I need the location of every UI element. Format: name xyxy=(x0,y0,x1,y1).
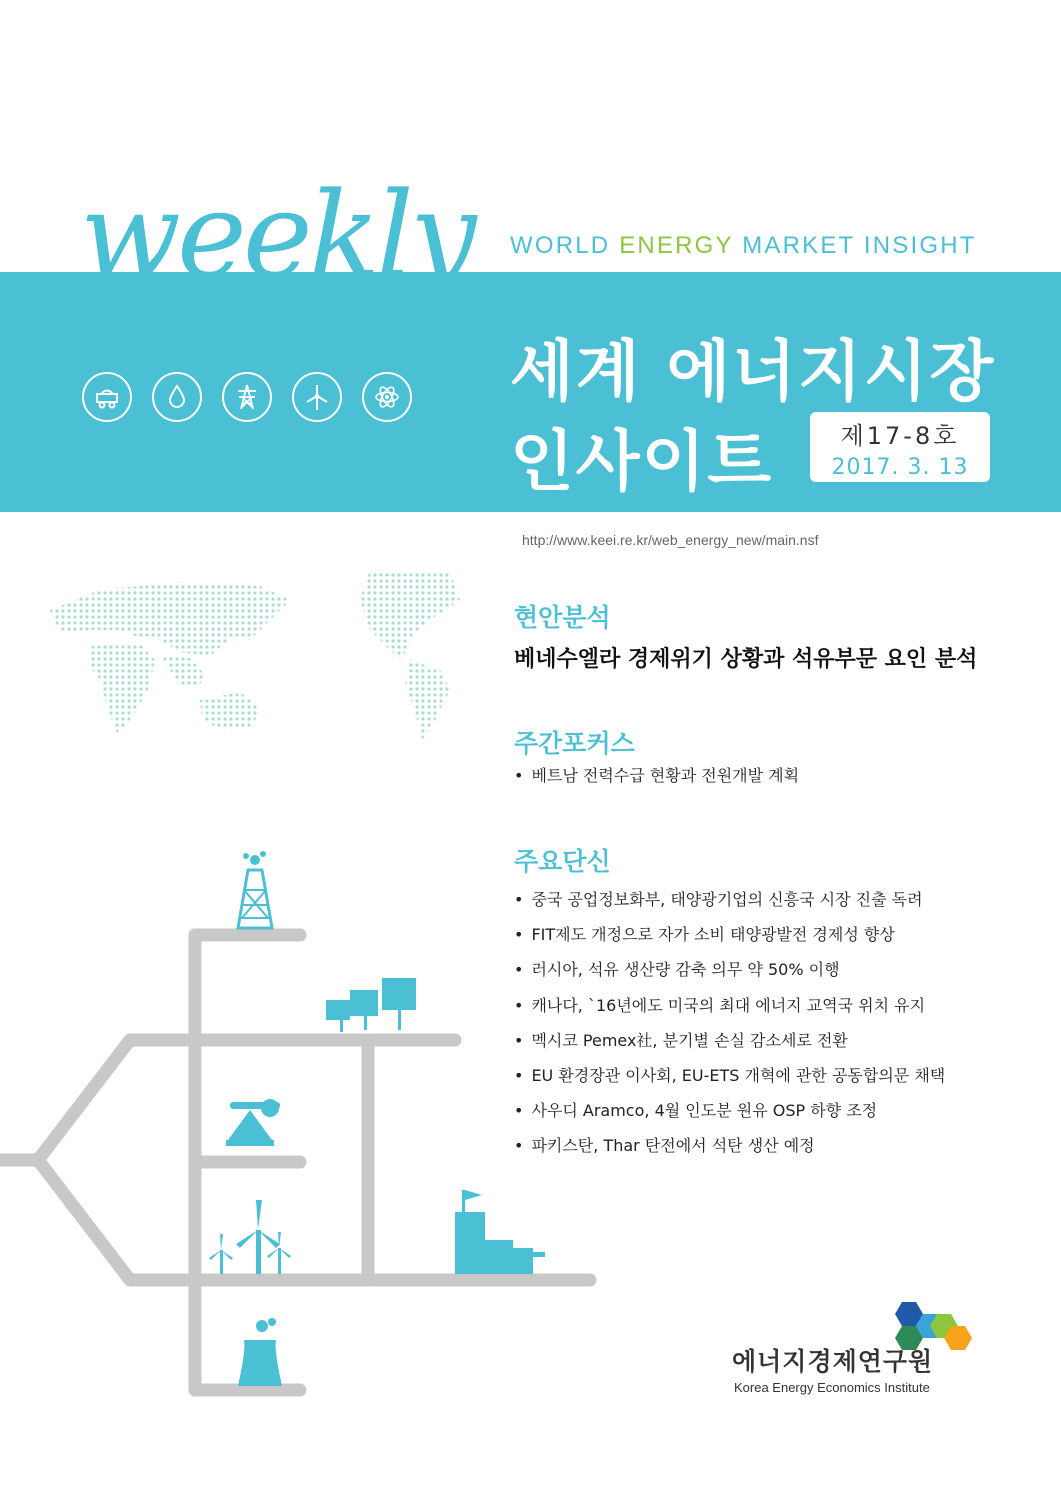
logo-name-en: Korea Energy Economics Institute xyxy=(734,1380,930,1395)
title-line-1: 세계 에너지시장 xyxy=(510,333,996,410)
title-line-2: 인사이트 xyxy=(510,423,774,500)
publication-subtitle xyxy=(510,232,977,260)
list-item[interactable]: • 사우디 Aramco, 4월 인도분 원유 OSP 하향 조정 xyxy=(514,1101,945,1136)
keei-logo xyxy=(732,1296,992,1406)
logo-name-kr: 에너지경제연구원 xyxy=(732,1347,934,1376)
list-item[interactable]: • FIT제도 개정으로 자가 소비 태양광발전 경제성 향상 xyxy=(514,925,945,960)
list-item[interactable]: • 러시아, 석유 생산량 감축 의무 약 50% 이행 xyxy=(514,960,945,995)
world-map-graphic xyxy=(30,560,470,760)
subtitle-energy: ENERGY xyxy=(619,232,743,259)
analysis-article-title[interactable]: 베네수엘라 경제위기 상황과 석유부문 요인 분석 xyxy=(514,647,978,672)
wind-turbine-icon xyxy=(292,372,342,422)
pump-jack-icon xyxy=(226,1099,280,1146)
energy-icons xyxy=(82,372,412,422)
issue-number: 제17-8호 xyxy=(840,422,960,450)
coal-cart-icon xyxy=(82,372,132,422)
power-tower-icon xyxy=(222,372,272,422)
list-item[interactable]: • 파키스탄, Thar 탄전에서 석탄 생산 예정 xyxy=(514,1136,945,1171)
atom-icon xyxy=(362,372,412,422)
list-item[interactable]: • 베트남 전력수급 현황과 전원개발 계획 xyxy=(514,766,799,801)
list-item[interactable]: • 캐나다, `16년에도 미국의 최대 에너지 교역국 위치 유지 xyxy=(514,996,945,1031)
list-item[interactable]: • EU 환경장관 이사회, EU-ETS 개혁에 관한 공동합의문 채택 xyxy=(514,1066,945,1101)
oil-derrick-icon xyxy=(238,851,272,928)
website-url[interactable]: http://www.keei.re.kr/web_energy_new/main.nsf xyxy=(522,532,819,548)
wind-turbines-icon xyxy=(209,1200,291,1274)
subtitle-world: WORLD xyxy=(510,232,620,259)
list-item[interactable]: • 중국 공업정보화부, 태양광기업의 신흥국 시장 진출 독려 xyxy=(514,890,945,925)
factory-icon xyxy=(455,1190,545,1274)
section-focus-heading: 주간포커스 xyxy=(514,729,635,758)
section-analysis-heading: 현안분석 xyxy=(514,603,611,632)
energy-infrastructure-illustration xyxy=(0,840,620,1400)
issue-date: 2017. 3. 13 xyxy=(831,455,969,480)
issue-box xyxy=(810,412,990,482)
subtitle-market-insight: MARKET INSIGHT xyxy=(742,232,977,259)
nuclear-plant-icon xyxy=(238,1318,282,1386)
oil-drop-icon xyxy=(152,372,202,422)
list-item[interactable]: • 멕시코 Pemex社, 분기별 손실 감소세로 전환 xyxy=(514,1031,945,1066)
focus-list xyxy=(514,766,799,801)
section-news-heading: 주요단신 xyxy=(514,847,611,876)
weekly-logotype: weekly xyxy=(80,166,473,304)
solar-panel-icon xyxy=(326,978,416,1032)
